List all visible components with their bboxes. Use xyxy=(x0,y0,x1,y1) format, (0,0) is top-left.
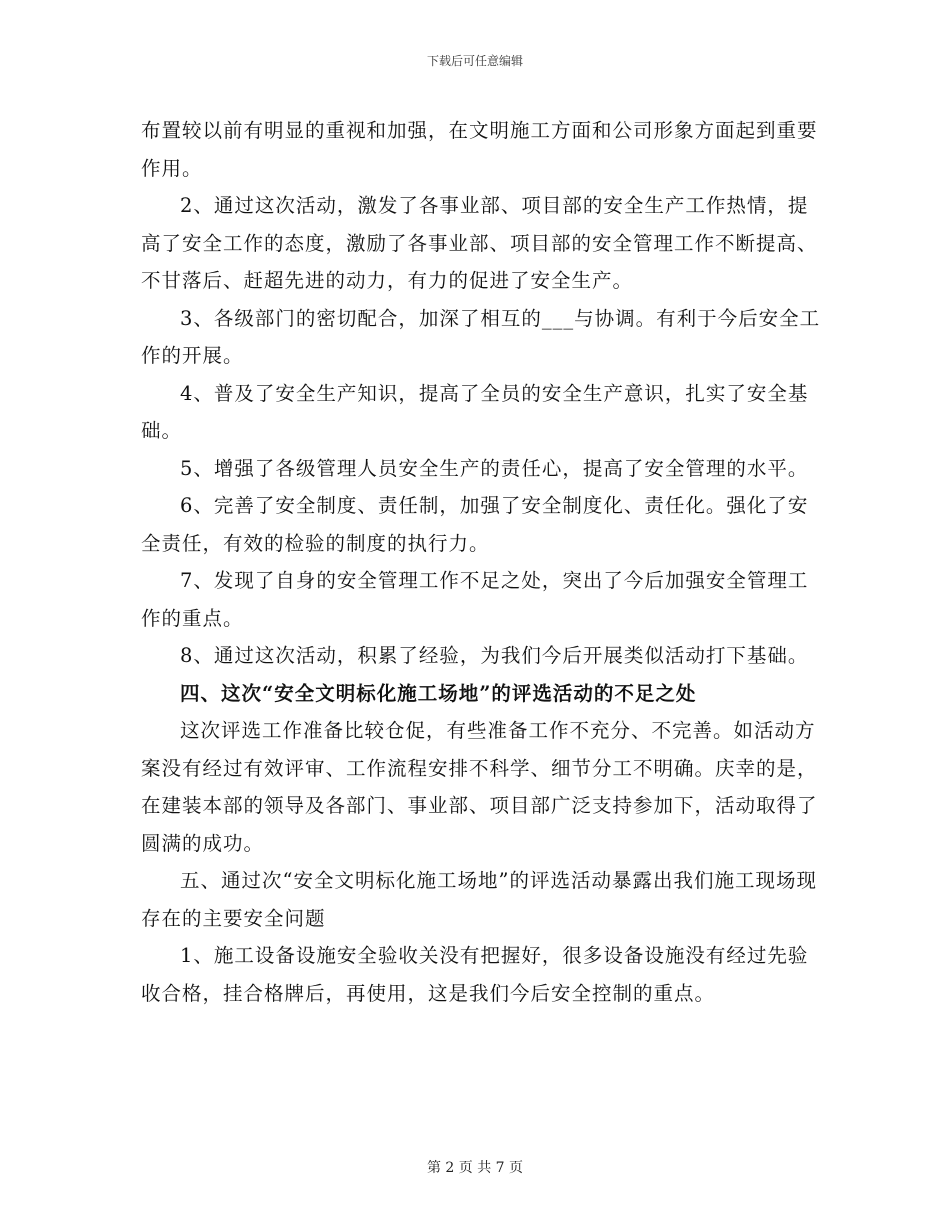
page-number: 第 2 页 共 7 页 xyxy=(426,1160,524,1176)
paragraph-item-2: 2、通过这次活动，激发了各事业部、项目部的安全生产工作热情，提高了安全工作的态度，激励了各事业部、项目部的安全管理工作不断提高、不甘落后、赶超先进的动力，有力的促进了安全生产。 xyxy=(141,194,818,292)
paragraph-item-3: 3、各级部门的密切配合，加深了相互的___与协调。有利于今后安全工作的开展。 xyxy=(141,306,821,367)
paragraph-item-8: 8、通过这次活动，积累了经验，为我们今后开展类似活动打下基础。 xyxy=(180,644,809,667)
document-body xyxy=(141,112,821,1012)
section-5-heading: 五、通过次“安全文明标化施工场地”的评选活动暴露出我们施工现场现存在的主要安全问题 xyxy=(141,869,817,930)
page-header: 下载后可任意编辑 xyxy=(426,54,523,68)
section-4-body: 这次评选工作准备比较仓促，有些准备工作不充分、不完善。如活动方案没有经过有效评审、工作流程安排不科学、细节分工不明确。庆幸的是，在建装本部的领导及各部门、事业部、项目部广泛支持参加下，活动取得了圆满的成功。 xyxy=(141,719,818,855)
paragraph-item-5: 5、增强了各级管理人员安全生产的责任心，提高了安全管理的水平。 xyxy=(180,456,809,480)
paragraph-item-6: 6、完善了安全制度、责任制，加强了安全制度化、责任化。强化了安全责任，有效的检验的制度的执行力。 xyxy=(141,494,809,555)
section-5-item-1: 1、施工设备设施安全验收关没有把握好，很多设备设施没有经过先验收合格，挂合格牌后，再使用，这是我们今后安全控制的重点。 xyxy=(141,944,809,1005)
paragraph-item-4: 4、普及了安全生产知识，提高了全员的安全生产意识，扎实了安全基础。 xyxy=(141,381,809,442)
section-4-heading: 四、这次“安全文明标化施工场地”的评选活动的不足之处 xyxy=(180,681,697,705)
paragraph-item-7: 7、发现了自身的安全管理工作不足之处，突出了今后加强安全管理工作的重点。 xyxy=(141,569,809,630)
paragraph-continuation: 布置较以前有明显的重视和加强，在文明施工方面和公司形象方面起到重要作用。 xyxy=(141,119,818,180)
